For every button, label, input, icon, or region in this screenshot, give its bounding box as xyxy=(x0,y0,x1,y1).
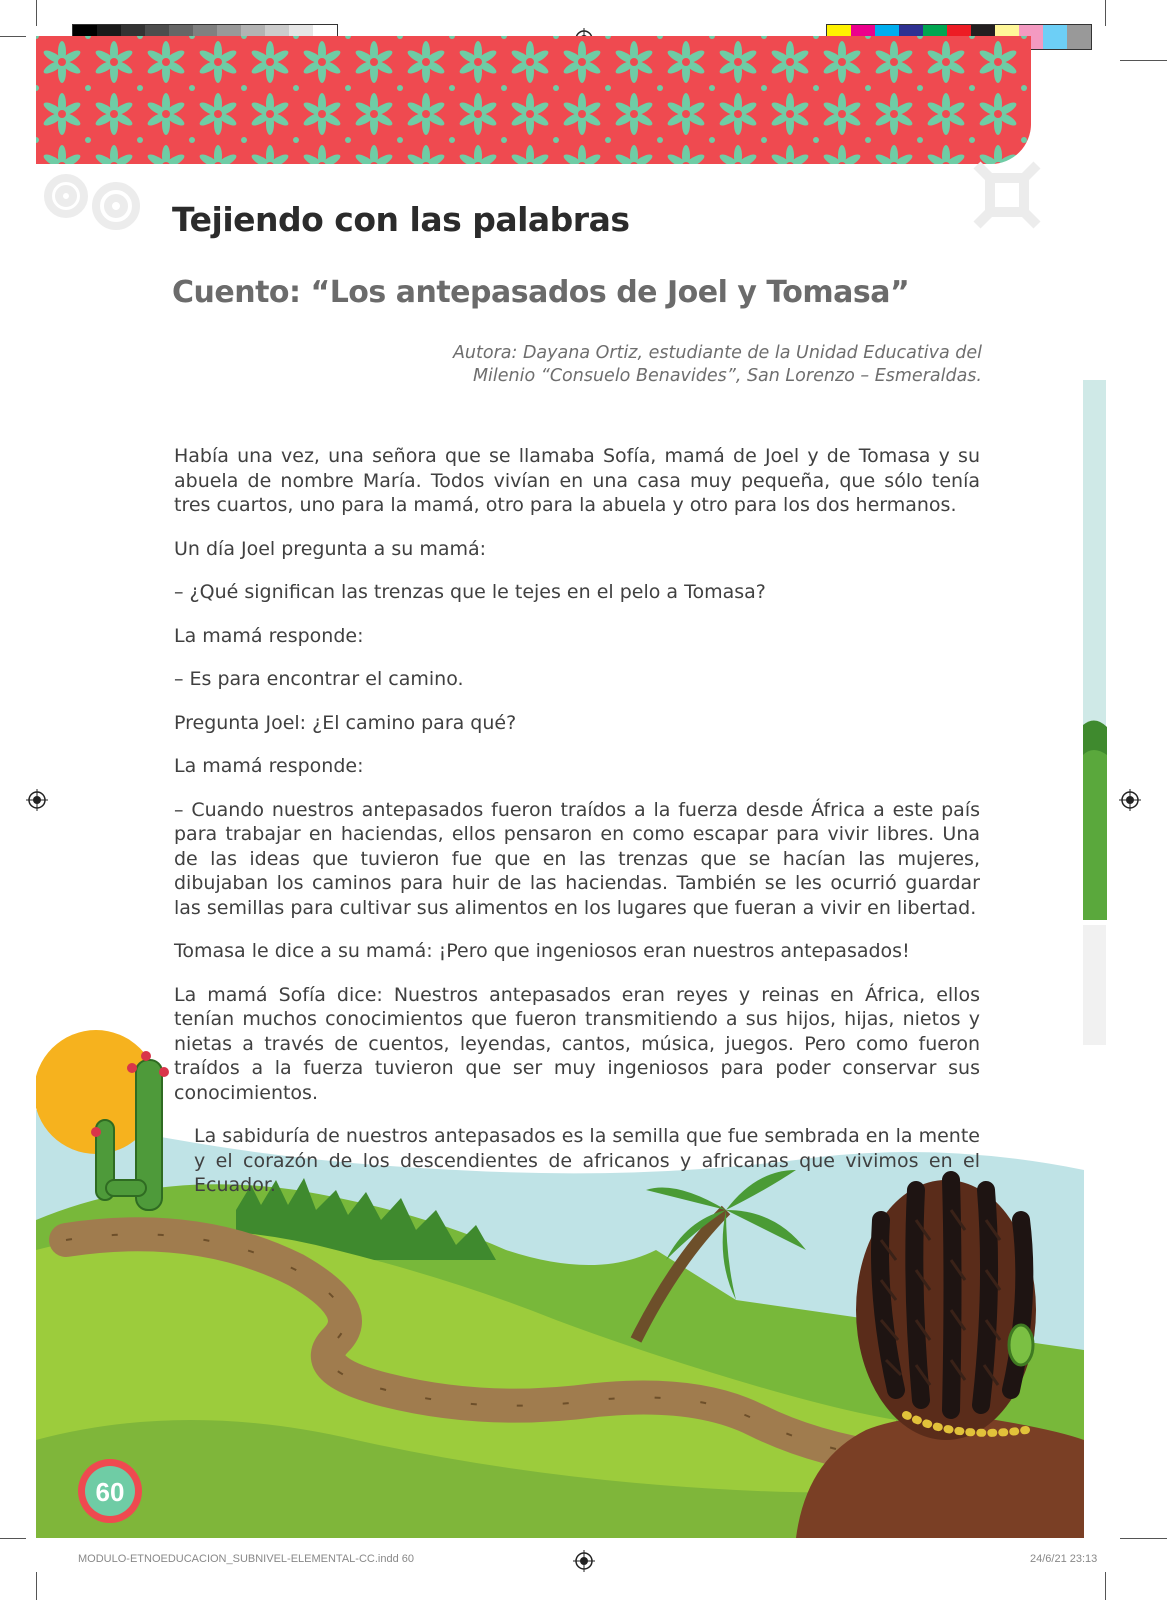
story-title: Cuento: “Los antepasados de Joel y Tomasa” xyxy=(172,275,910,310)
page-title: Tejiendo con las palabras xyxy=(172,200,630,239)
crop-mark xyxy=(1105,0,1106,26)
crop-mark xyxy=(0,36,26,37)
dialogue-line: – Es para encontrar el camino. xyxy=(174,668,464,690)
spiral-ornament-icon xyxy=(36,166,151,246)
print-slug-file: MODULO-ETNOEDUCACION_SUBNIVEL-ELEMENTAL-CC.indd 60 xyxy=(78,1553,414,1565)
story-body xyxy=(174,444,980,1198)
registration-mark-icon xyxy=(573,1550,595,1572)
crop-mark xyxy=(1120,60,1167,61)
story-paragraph: Un día Joel pregunta a su mamá: xyxy=(174,537,487,560)
page-number: 60 xyxy=(95,1477,125,1507)
crop-mark xyxy=(0,1538,26,1539)
dialogue-line: – ¿Qué significan las trenzas que le tejes en el pelo a Tomasa? xyxy=(174,581,766,603)
crop-mark xyxy=(36,0,37,26)
earring-icon xyxy=(1009,1325,1033,1365)
crop-mark xyxy=(36,1572,37,1600)
page-number-badge xyxy=(76,1457,144,1525)
page-edge-light xyxy=(1083,925,1106,1045)
print-slug-date: 24/6/21 23:13 xyxy=(1030,1553,1098,1565)
story-closing-paragraph: La sabiduría de nuestros antepasados es la semilla que fue sembrada en la mente y el corazón de los descendientes de africanos y africanas que vivimos en el Ecuador. xyxy=(194,1125,980,1196)
story-paragraph: La mamá responde: xyxy=(174,624,364,647)
story-paragraph: Tomasa le dice a su mamá: ¡Pero que ingeniosos eran nuestros antepasados! xyxy=(174,940,910,962)
story-paragraph: La mamá Sofía dice: Nuestros antepasados eran reyes y reinas en África, ellos tenían muchos conocimientos que fueron transmitiendo a sus hijos, hijas, nietos y nietas a través de cuentos, leyendas, cantos, música, juegos. Pero como fueron traídos a la fuerza tuvieron que ser muy ingeniosos para poder conservar sus conocimientos. xyxy=(174,983,980,1104)
adinkra-symbol-icon xyxy=(972,160,1042,230)
author-credit xyxy=(400,342,982,388)
crop-mark xyxy=(1120,1538,1167,1539)
registration-mark-icon xyxy=(26,789,48,811)
crop-mark xyxy=(1105,1572,1106,1600)
dialogue-line: – Cuando nuestros antepasados fueron traídos a la fuerza desde África a este país para trabajar en haciendas, ellos pensaron en como escapar para vivir libres. Una de las ideas que tuvieron fue que en las trenzas que se hacían las mujeres, dibujaban los caminos para huir de las haciendas. También se les ocurrió guardar las semillas para cultivar sus alimentos en los lugares que fueran a vivir en libertad. xyxy=(174,798,980,919)
story-paragraph: Había una vez, una señora que se llamaba Sofía, mamá de Joel y de Tomasa y su abuela de nombre María. Todos vivían en una casa muy pequeña, que sólo tenía tres cuartos, uno para la mamá, otro para la abuela y otro para los dos hermanos. xyxy=(174,445,980,516)
page-edge-foliage xyxy=(1083,715,1107,920)
story-paragraph: La mamá responde: xyxy=(174,755,364,777)
author-line: Milenio “Consuelo Benavides”, San Lorenzo – Esmeraldas. xyxy=(472,366,982,386)
patterned-header-banner xyxy=(36,36,1031,164)
author-line: Autora: Dayana Ortiz, estudiante de la Unidad Educativa del xyxy=(452,343,982,363)
registration-mark-icon xyxy=(1119,789,1141,811)
story-paragraph: Pregunta Joel: ¿El camino para qué? xyxy=(174,711,517,734)
